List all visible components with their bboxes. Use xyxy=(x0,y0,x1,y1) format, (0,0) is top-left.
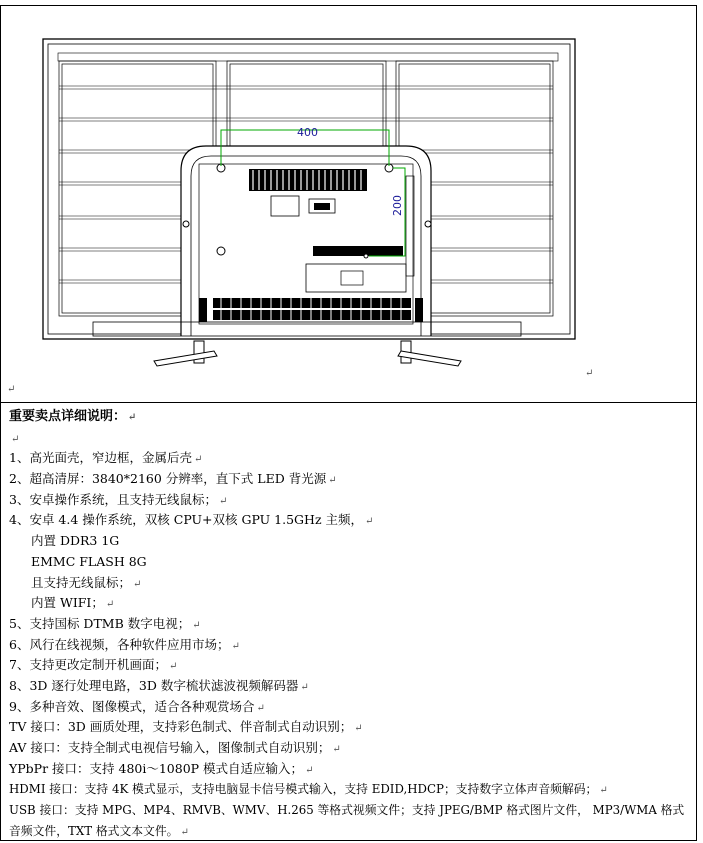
list-item: EMMC FLASH 8G xyxy=(31,553,147,569)
selling-points-list xyxy=(9,407,693,843)
selling-points-cell xyxy=(1,403,696,840)
list-item: HDMI 接口：支持 4K 模式显示，支持电脑显卡信号模式输入，支持 EDID,HDCP；支持数字立体声音频解码； ↵ xyxy=(9,782,608,797)
list-item: YPbPr 接口：支持 480i～1080P 模式自适应输入； ↵ xyxy=(9,760,314,776)
paragraph-mark: ↵ xyxy=(585,368,594,379)
stand-foot-left xyxy=(154,341,217,366)
list-item: TV 接口：3D 画质处理，支持彩色制式、伴音制式自动识别； ↵ xyxy=(9,719,363,735)
list-item: 7、支持更改定制开机画面； ↵ xyxy=(9,657,178,673)
list-item: AV 接口：支持全制式电视信号输入，图像制式自动识别； ↵ xyxy=(9,740,341,755)
list-item: 且支持无线鼠标； ↵ xyxy=(31,574,142,590)
list-item: 内置 DDR3 1G xyxy=(31,533,120,549)
drawing-cell xyxy=(1,6,696,402)
section-heading: 重要卖点详细说明： ↵ xyxy=(9,409,137,424)
list-item: 3、安卓操作系统，且支持无线鼠标； ↵ xyxy=(9,491,228,507)
list-item: 9、多种音效、图像模式，适合各种观赏场合 ↵ xyxy=(9,698,265,714)
list-item: USB 接口：支持 MPG、MP4、RMVB、WMV、H.265 等格式视频文件；支持 JPEG/BMP 格式图片文件， MP3/WMA 格式音频文件，TXT 格式文本文件。 ↵ xyxy=(9,803,685,838)
list-item: 4、安卓 4.4 操作系统，双核 CPU+双核 GPU 1.5GHz 主频， ↵ xyxy=(9,512,374,528)
blank-line: ↵ xyxy=(11,433,20,445)
document-table xyxy=(0,5,697,841)
paragraph-mark: ↵ xyxy=(7,384,16,395)
list-item: 5、支持国标 DTMB 数字电视； ↵ xyxy=(9,615,201,631)
list-item: 2、超高清屏：3840*2160 分辨率，直下式 LED 背光源 ↵ xyxy=(9,471,337,487)
list-item: 内置 WIFI； ↵ xyxy=(31,595,115,611)
list-item: 6、风行在线视频，各种软件应用市场； ↵ xyxy=(9,636,240,652)
dimension-label-200: 200 xyxy=(391,195,404,216)
vent-grille-mid xyxy=(313,246,403,256)
list-item: 1、高光面壳，窄边框，金属后壳 ↵ xyxy=(9,450,203,466)
stand-foot-right xyxy=(398,341,461,366)
list-item: 8、3D 逐行处理电路，3D 数字梳状滤波视频解码器 ↵ xyxy=(9,677,309,693)
tv-rear-view-drawing xyxy=(1,6,696,402)
dimension-label-400: 400 xyxy=(297,126,318,139)
